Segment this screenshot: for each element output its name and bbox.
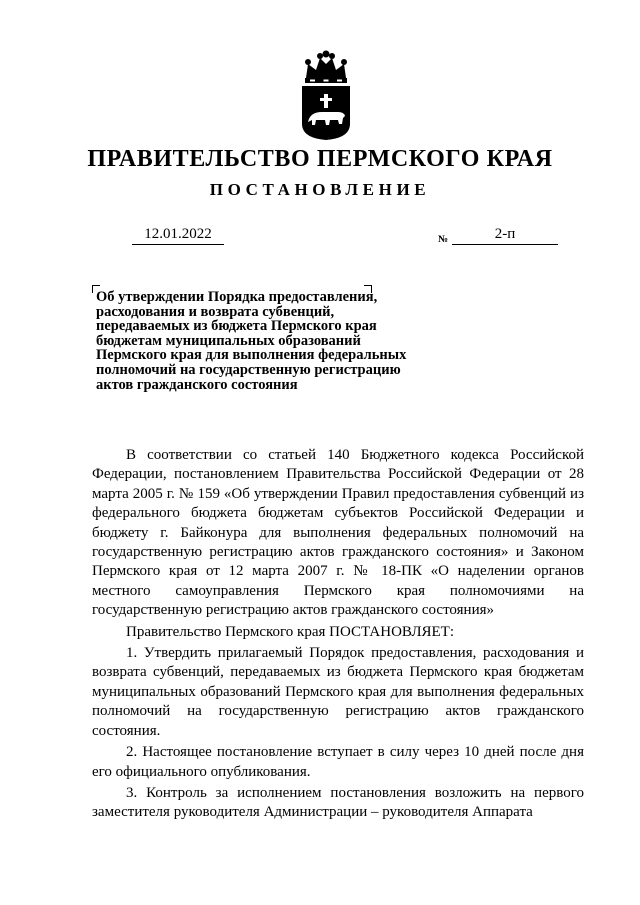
perm-krai-coat-of-arms-icon xyxy=(296,50,356,142)
resolution-paragraph: Правительство Пермского края ПОСТАНОВЛЯЕТ: xyxy=(126,623,455,640)
document-date: 12.01.2022 xyxy=(132,226,224,245)
number-sign: № xyxy=(438,234,449,245)
item-3-paragraph: 3. Контроль за исполнением постановления возложить на первого заместителя руководителя Администрации – руководителя Аппарата xyxy=(92,784,584,821)
document-type: ПОСТАНОВЛЕНИЕ xyxy=(209,180,431,199)
document-body xyxy=(92,446,584,823)
document-number: 2-п xyxy=(452,226,558,245)
subject-line: полномочий на государственную регистрацию xyxy=(96,361,401,378)
subject-line: передаваемых из бюджета Пермского края xyxy=(96,318,377,335)
item-1-paragraph: 1. Утвердить прилагаемый Порядок предоставления, расходования и возврата субвенций, передаваемых из бюджета Пермского края бюджетам муниципальных образований Пермского края для выполнения федеральных полномочий на государственную регистрацию актов гражданского состояния. xyxy=(92,645,584,739)
document-number-field xyxy=(438,226,560,248)
item-2-paragraph: 2. Настоящее постановление вступает в силу через 10 дней после дня его официального опубликования. xyxy=(92,744,584,780)
document-subject xyxy=(96,290,436,392)
government-title: ПРАВИТЕЛЬСТВО ПЕРМСКОГО КРАЯ xyxy=(87,146,553,172)
subject-line: Пермского края для выполнения федеральных xyxy=(96,347,407,364)
subject-line: Об утверждении Порядка предоставления, xyxy=(96,289,378,305)
preamble-paragraph: В соответствии со статьей 140 Бюджетного кодекса Российской Федерации, постановлением Правительства Российской Федерации от 28 марта 2005 г. № 159 «Об утверждении Правил предоставления субвенций из федерального бюджета бюджетам субъектов Российской Федерации и бюджету г. Байконура для выполнения федеральных полномочий на государственную регистрацию актов гражданского состояния» и Законом Пермского края от 12 марта 2007 г. № 18-ПК «О наделении органов местного самоуправления Пермского края полномочиями на государственную регистрацию актов гражданского состояния» xyxy=(92,447,584,619)
subject-line: бюджетам муниципальных образований xyxy=(96,332,361,349)
subject-line: актов гражданского состояния xyxy=(96,376,298,393)
subject-line: расходования и возврата субвенций, xyxy=(96,303,335,320)
